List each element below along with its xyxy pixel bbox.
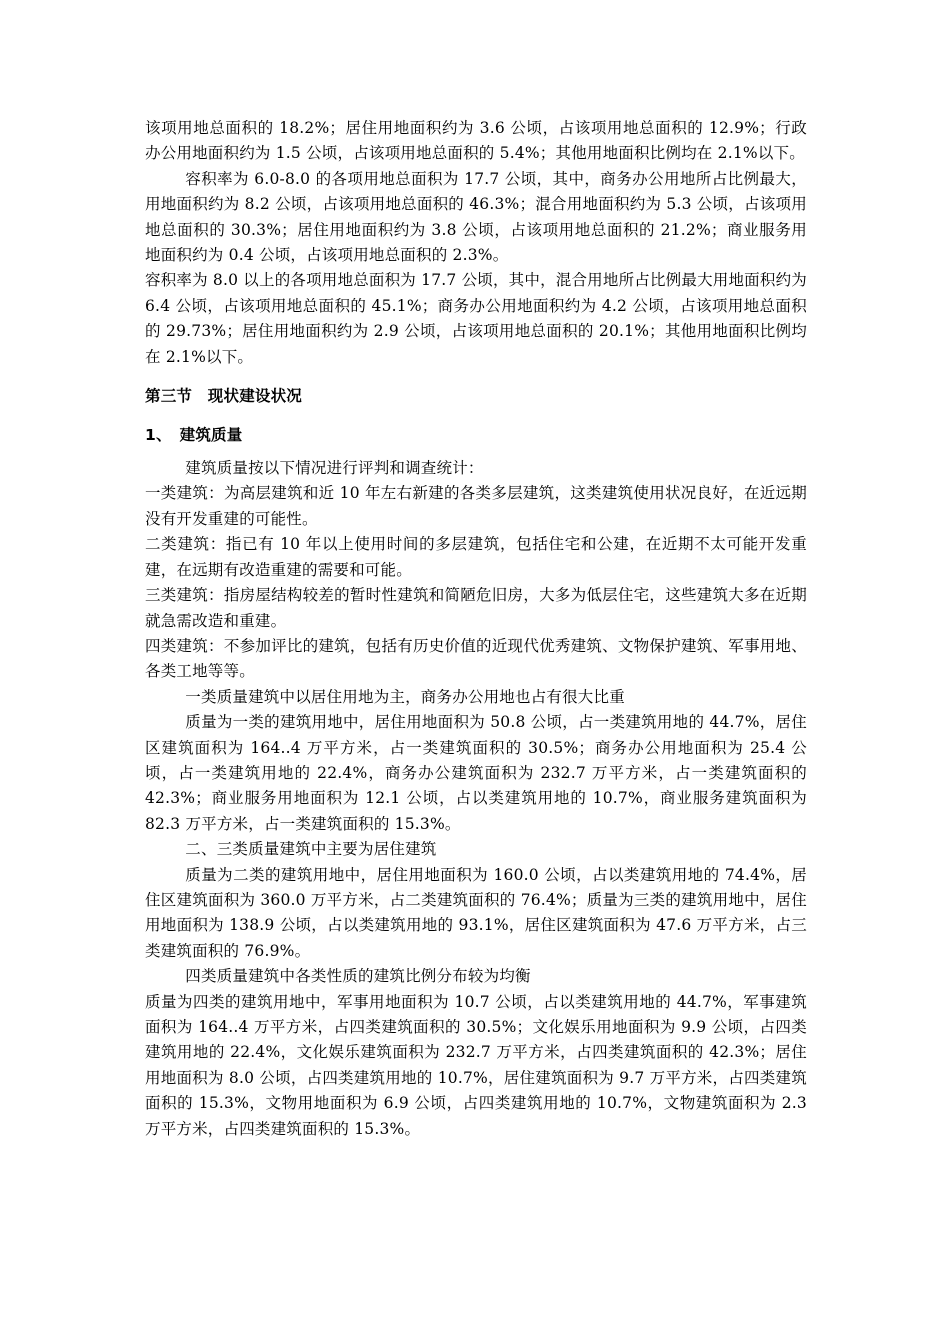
analysis-3-body: 质量为四类的建筑用地中，军事用地面积为 10.7 公顷，占以类建筑用地的 44.7%，军事建筑面积为 164..4 万平方米，占四类建筑面积的 30.5%；文化娱乐用地面积为 9.9 公顷，占四类建筑用地的 22.4%，文化娱乐建筑面积为 232.7 万平方米，占四类建筑面积的 42.3%；居住用地面积为 8.0 公顷，占四类建筑用地的 10.7%，居住建筑面积为 9.7 万平方米，占四类建筑面积的 15.3%，文物用地面积为 6.9 公顷，占四类建筑用地的 10.7%，文物建筑面积为 2.3 万平方米，占四类建筑面积的 15.3%。 (145, 992, 807, 1138)
paragraph-far-continuation: 该项用地总面积的 18.2%；居住用地面积约为 3.6 公顷，占该项用地总面积的 12.9%；行政办公用地面积约为 1.5 公顷，占该项用地总面积的 5.4%；其他用地面积比例均在 2.1%以下。 (145, 119, 807, 163)
section-heading: 第三节 现状建设状况 (145, 387, 303, 406)
quality-class-1: 一类建筑：为高层建筑和近 10 年左右新建的各类多层建筑，这类建筑使用状况良好，在近远期没有开发重建的可能性。 (145, 484, 807, 528)
quality-class-2: 二类建筑：指已有 10 年以上使用时间的多层建筑，包括住宅和公建，在近期不太可能开发重建，在远期有改造重建的需要和可能。 (145, 535, 807, 579)
quality-class-3: 三类建筑：指房屋结构较差的暂时性建筑和简陋危旧房，大多为低层住宅，这些建筑大多在近期就急需改造和重建。 (145, 586, 807, 630)
analysis-1-body: 质量为一类的建筑用地中，居住用地面积为 50.8 公顷，占一类建筑用地的 44.7%，居住区建筑面积为 164..4 万平方米，占一类建筑面积的 30.5%；商务办公用地面积为 25.4 公顷，占一类建筑用地的 22.4%，商务办公建筑面积为 232.7 万平方米，占一类建筑面积的 42.3%；商业服务用地面积为 12.1 公顷，占以类建筑用地的 10.7%，商业服务建筑面积为 82.3 万平方米，占一类建筑面积的 15.3%。 (145, 713, 807, 833)
analysis-2-body: 质量为二类的建筑用地中，居住用地面积为 160.0 公顷，占以类建筑用地的 74.4%，居住区建筑面积为 360.0 万平方米，占二类建筑面积的 76.4%；质量为三类的建筑用地中，居住用地面积为 138.9 公顷，占以类建筑用地的 93.1%，居住区建筑面积为 47.6 万平方米，占三类建筑面积的 76.9%。 (145, 865, 807, 960)
paragraph-far-6-8: 容积率为 6.0-8.0 的各项用地总面积为 17.7 公顷，其中，商务办公用地所占比例最大，用地面积约为 8.2 公顷，占该项用地总面积的 46.3%；混合用地面积约为 5.3 公顷，占该项用地总面积的 30.3%；居住用地面积约为 3.8 公顷，占该项用地总面积的 21.2%；商业服务用地面积约为 0.4 公顷，占该项用地总面积的 2.3%。 (145, 169, 807, 265)
paragraph-far-over-8: 容积率为 8.0 以上的各项用地总面积为 17.7 公顷，其中，混合用地所占比例最大用地面积约为 6.4 公顷，占该项用地总面积的 45.1%；商务办公用地面积约为 4.2 公顷，占该项用地总面积的 29.73%；居住用地面积约为 2.9 公顷，占该项用地总面积的 20.1%；其他用地面积比例均在 2.1%以下。 (145, 271, 807, 366)
document-page (145, 116, 807, 1142)
quality-class-4: 四类建筑：不参加评比的建筑，包括有历史价值的近现代优秀建筑、文物保护建筑、军事用地、各类工地等等。 (145, 636, 807, 681)
quality-intro: 建筑质量按以下情况进行评判和调查统计： (185, 459, 484, 478)
analysis-3-heading: 四类质量建筑中各类性质的建筑比例分布较为均衡 (185, 967, 531, 986)
analysis-1-heading: 一类质量建筑中以居住用地为主，商务办公用地也占有很大比重 (185, 687, 625, 706)
analysis-2-heading: 二、三类质量建筑中主要为居住建筑 (185, 840, 437, 859)
subsection-heading: 1、 建筑质量 (145, 426, 243, 445)
